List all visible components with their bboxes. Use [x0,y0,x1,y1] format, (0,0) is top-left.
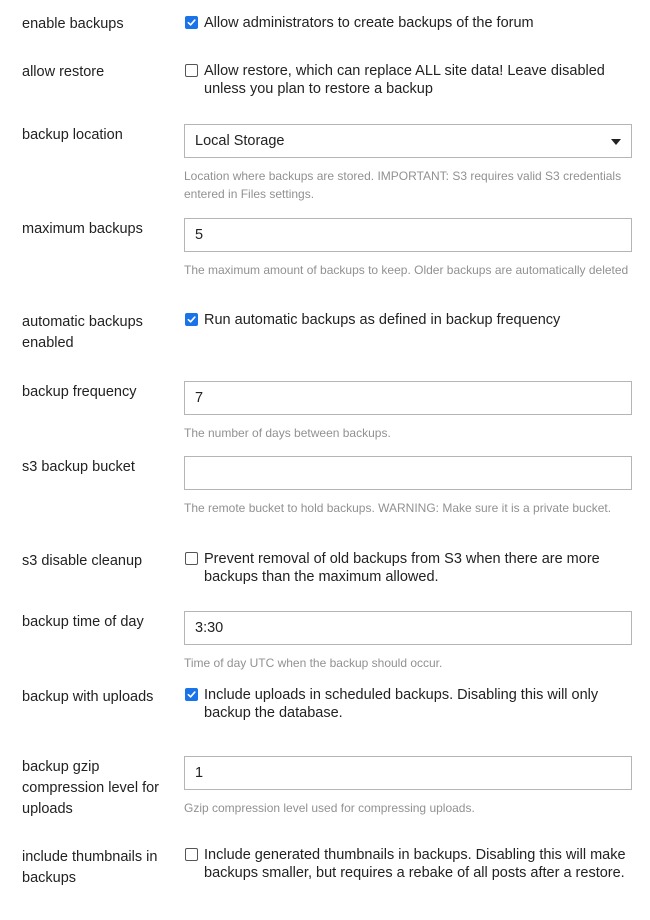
checkbox-description: Allow administrators to create backups of the forum [204,15,534,31]
setting-help-text: The maximum amount of backups to keep. Older backups are automatically deleted [184,263,629,277]
check-icon [187,315,196,324]
setting-label: backup frequency [22,384,137,400]
automatic-backups-enabled-checkbox-row[interactable] [184,311,632,329]
setting-control [184,456,632,517]
setting-label: backup with uploads [22,689,154,705]
check-icon [187,690,196,699]
backup-frequency-input[interactable] [184,381,632,415]
setting-help-text: Location where backups are stored. IMPORTANT: S3 requires valid S3 credentials entered in Files settings. [184,169,622,201]
backup-with-uploads-checkbox-row[interactable] [184,686,632,722]
enable-backups-checkbox[interactable] [185,16,198,29]
allow-restore-checkbox-row[interactable] [184,62,632,98]
checkbox-description: Include uploads in scheduled backups. Disabling this will only backup the database. [204,687,599,721]
chevron-down-icon[interactable] [611,139,621,145]
setting-help-text: Time of day UTC when the backup should occur. [184,656,443,670]
input-value: 7 [195,390,204,406]
input-value: 5 [195,227,204,243]
backup-gzip-compression-level-for-uploads-input[interactable] [184,756,632,790]
include-thumbnails-in-backups-checkbox[interactable] [185,848,198,861]
allow-restore-checkbox[interactable] [185,64,198,77]
checkbox-description: Include generated thumbnails in backups. Disabling this will make backups smaller, but requires a rebake of all posts after a restore. [204,847,626,881]
setting-control [184,550,632,586]
maximum-backups-input[interactable] [184,218,632,252]
setting-label: allow restore [22,64,105,80]
setting-label: backup time of day [22,614,144,630]
s3-backup-bucket-input[interactable] [184,456,632,490]
checkbox-description: Run automatic backups as defined in backup frequency [204,312,561,328]
setting-control [184,124,632,203]
setting-help-text: The remote bucket to hold backups. WARNING: Make sure it is a private bucket. [184,501,612,515]
selected-value: Local Storage [195,133,285,149]
setting-control [184,381,632,442]
checkbox-description: Prevent removal of old backups from S3 when there are more backups than the maximum allowed. [204,551,600,585]
setting-control [184,62,632,98]
setting-label: maximum backups [22,221,143,237]
backup-time-of-day-input[interactable] [184,611,632,645]
setting-control [184,311,632,329]
setting-label: enable backups [22,16,124,32]
backup-with-uploads-checkbox[interactable] [185,688,198,701]
setting-control [184,686,632,722]
s3-disable-cleanup-checkbox[interactable] [185,552,198,565]
setting-label: automatic backups enabled [22,314,143,351]
check-icon [187,18,196,27]
setting-control [184,611,632,672]
setting-control [184,756,632,817]
setting-control [184,218,632,279]
setting-help-text: The number of days between backups. [184,426,391,440]
backup-location-select[interactable] [184,124,632,158]
setting-help-text: Gzip compression level used for compressing uploads. [184,801,475,815]
setting-control [184,14,632,32]
checkbox-description: Allow restore, which can replace ALL site data! Leave disabled unless you plan to restore a backup [204,63,605,97]
setting-label: include thumbnails in backups [22,849,158,886]
setting-label: backup location [22,127,123,143]
automatic-backups-enabled-checkbox[interactable] [185,313,198,326]
enable-backups-checkbox-row[interactable] [184,14,632,32]
setting-label: s3 backup bucket [22,459,135,475]
setting-label: backup gzip compression level for uploads [22,759,159,817]
s3-disable-cleanup-checkbox-row[interactable] [184,550,632,586]
input-value: 3:30 [195,620,224,636]
setting-control [184,846,632,882]
include-thumbnails-in-backups-checkbox-row[interactable] [184,846,632,882]
input-value: 1 [195,765,204,781]
setting-label: s3 disable cleanup [22,553,143,569]
